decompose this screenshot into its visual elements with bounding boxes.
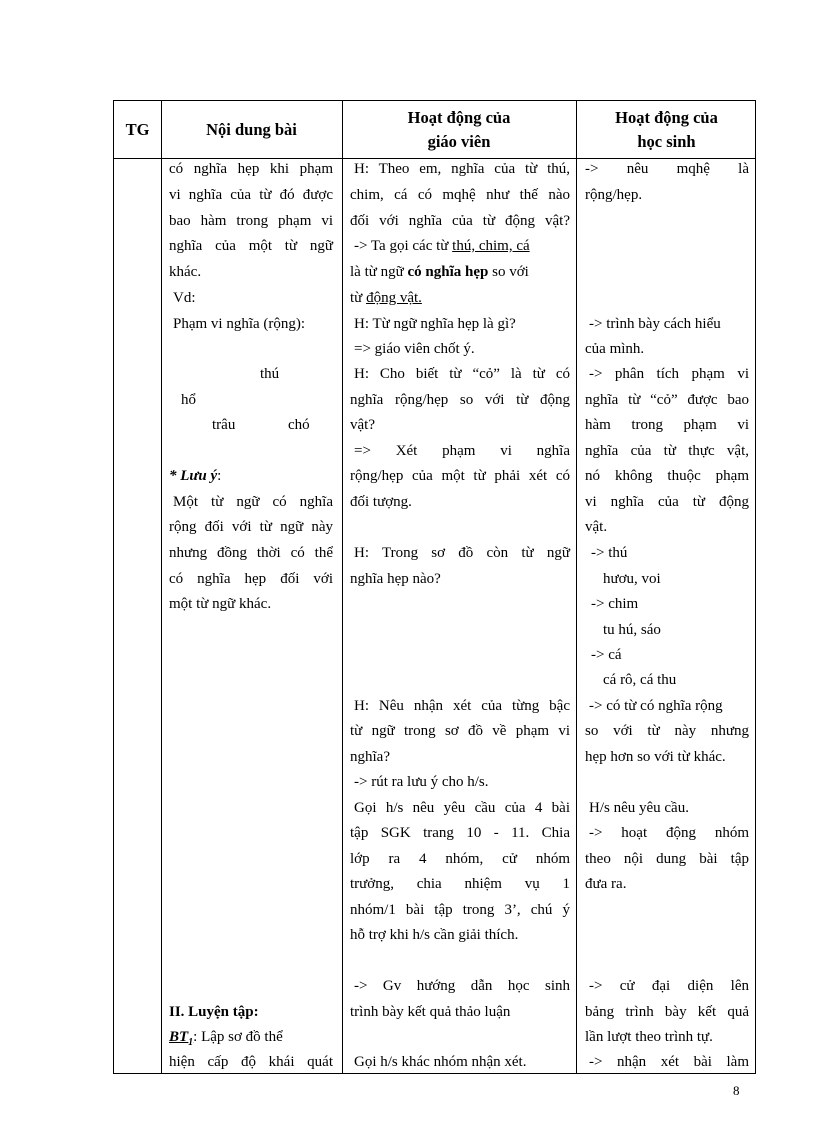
text-line: -> cá (591, 647, 622, 663)
text-line: => Xét phạm vi nghĩa (354, 443, 570, 459)
text-line: lần lượt theo trình tự. (585, 1029, 713, 1045)
text-line: nghĩa từ “cỏ” được bao (585, 392, 749, 408)
column-divider (161, 101, 162, 1073)
text-line: hươu, voi (603, 571, 661, 587)
text-line: rộng đối với từ ngữ này (169, 519, 333, 535)
text-line: rộng/hẹp của một từ phải xét có (350, 468, 570, 484)
text-line: so với từ này nhưng (585, 723, 749, 739)
header-giao-vien-line2: giáo viên (427, 131, 491, 151)
note-heading-label: * Lưu ý (169, 468, 218, 484)
text-line: -> nêu mqhệ là (585, 161, 749, 177)
text-line: -> nhận xét bài làm (589, 1054, 749, 1070)
section-heading: II. Luyện tập: (169, 1004, 259, 1020)
text-line: tập SGK trang 10 - 11. Chia (350, 825, 570, 841)
text-line: hàm trong phạm vi (585, 417, 749, 433)
text-line: H: Nêu nhận xét của từng bậc (354, 698, 570, 714)
text-run: so với (488, 264, 529, 280)
text-line: vi nghĩa của từ đó được (169, 187, 333, 203)
text-line: đối với nghĩa của từ động vật? (350, 213, 570, 229)
text-line: -> phân tích phạm vi (589, 366, 749, 382)
exercise-text: : Lập sơ đồ thể (193, 1029, 283, 1045)
column-divider (342, 101, 343, 1073)
text-line: -> có từ có nghĩa rộng (589, 698, 723, 714)
header-giao-vien-line1: Hoạt động của (407, 107, 511, 127)
text-line: => giáo viên chốt ý. (354, 341, 475, 357)
text-line: bao hàm trong phạm vi (169, 213, 333, 229)
underlined-term: thú, chim, cá (452, 238, 530, 254)
text-line: từ ngữ trong sơ đồ về phạm vi (350, 723, 570, 739)
column-divider (576, 101, 577, 1073)
header-tg-label: TG (125, 119, 150, 139)
text-line: Gọi h/s nêu yêu cầu của 4 bài (354, 800, 570, 816)
diagram-word: hổ (181, 392, 196, 408)
text-line: rộng/hẹp. (585, 187, 643, 203)
text-line: -> trình bày cách hiểu (589, 316, 721, 332)
text-line: có nghĩa hẹp đối với (169, 571, 333, 587)
text-line: nghĩa của từ thực vật, (585, 443, 749, 459)
text-run: từ (350, 290, 367, 306)
diagram-word: trâu (212, 417, 236, 433)
text-line: Gọi h/s khác nhóm nhận xét. (354, 1054, 527, 1070)
underlined-term: động vật. (366, 290, 422, 306)
exercise-number: 1 (188, 1037, 194, 1048)
header-giao-vien (342, 101, 576, 158)
text-line: Phạm vi nghĩa (rộng): (173, 316, 306, 332)
text-line: tu hú, sáo (603, 622, 661, 638)
text-line: hiện cấp độ khái quát (169, 1054, 333, 1070)
text-line: H/s nêu yêu cầu. (589, 800, 689, 816)
text-line: cá rô, cá thu (603, 672, 677, 688)
text-line: nhóm/1 bài tập trong 3’, chú ý (350, 902, 570, 918)
text-line: khác. (169, 264, 202, 280)
header-noi-dung-label: Nội dung bài (206, 119, 297, 139)
lesson-table (113, 100, 756, 1074)
text-line: H: Trong sơ đồ còn từ ngữ (354, 545, 570, 561)
text-line: nghĩa hẹp nào? (350, 571, 441, 587)
text-line: nghĩa? (350, 749, 390, 765)
text-run: là từ ngữ (350, 264, 408, 280)
text-line: trình bày kết quả thảo luận (350, 1004, 511, 1020)
text-line: -> thú (591, 545, 628, 561)
text-line (354, 235, 530, 257)
text-line: đưa ra. (585, 876, 627, 892)
text-line: bảng trình bày kết quả (585, 1004, 749, 1020)
text-line (350, 261, 570, 283)
note-heading (169, 465, 221, 487)
text-line: -> cử đại diện lên (589, 978, 749, 994)
text-line (350, 287, 422, 309)
text-line: một từ ngữ khác. (169, 596, 272, 612)
text-line: vật? (350, 417, 375, 433)
page-number: 8 (733, 1083, 740, 1098)
text-run: -> Ta gọi các từ (354, 238, 453, 254)
text-line: nghĩa của một từ ngữ (169, 238, 333, 254)
diagram-word: thú (260, 366, 280, 382)
diagram-word: chó (288, 417, 310, 433)
text-line: của mình. (585, 341, 645, 357)
text-line: H: Từ ngữ nghĩa hẹp là gì? (354, 316, 516, 332)
text-line: nghĩa rộng/hẹp so với từ động (350, 392, 570, 408)
text-line: chim, cá có mqhệ như thế nào (350, 187, 570, 203)
header-noi-dung (161, 101, 342, 158)
text-line: hỗ trợ khi h/s cần giải thích. (350, 927, 519, 943)
text-line: -> Gv hướng dẫn học sinh (354, 978, 570, 994)
text-line: nhưng đồng thời có thể (169, 545, 333, 561)
text-line: H: Cho biết từ “cỏ” là từ có (354, 366, 570, 382)
text-line: H: Theo em, nghĩa của từ thú, (354, 161, 570, 177)
text-line: có nghĩa hẹp khi phạm (169, 161, 333, 177)
text-line: nó không thuộc phạm (585, 468, 749, 484)
note-heading-colon: : (217, 468, 222, 484)
text-line: vật. (585, 519, 608, 535)
text-line: vi nghĩa của từ động (585, 494, 749, 510)
text-line: -> chim (591, 596, 639, 612)
header-tg (114, 101, 161, 158)
bold-term: có nghĩa hẹp (407, 264, 489, 280)
text-line: đối tượng. (350, 494, 412, 510)
header-hoc-sinh-line2: học sinh (637, 131, 696, 151)
text-line: theo nội dung bài tập (585, 851, 749, 867)
exercise-line (169, 1026, 283, 1048)
text-line: Vd: (173, 290, 196, 306)
text-line: -> rút ra lưu ý cho h/s. (354, 774, 489, 790)
text-line: trưởng, chia nhiệm vụ 1 (350, 876, 570, 892)
header-hoc-sinh-line1: Hoạt động của (615, 107, 718, 127)
exercise-label: BT (169, 1029, 189, 1045)
header-hoc-sinh (576, 101, 757, 158)
text-line: Một từ ngữ có nghĩa (173, 494, 333, 510)
text-line: -> hoạt động nhóm (589, 825, 749, 841)
text-line: lớp ra 4 nhóm, cử nhóm (350, 851, 570, 867)
text-line: hẹp hơn so với từ khác. (585, 749, 726, 765)
